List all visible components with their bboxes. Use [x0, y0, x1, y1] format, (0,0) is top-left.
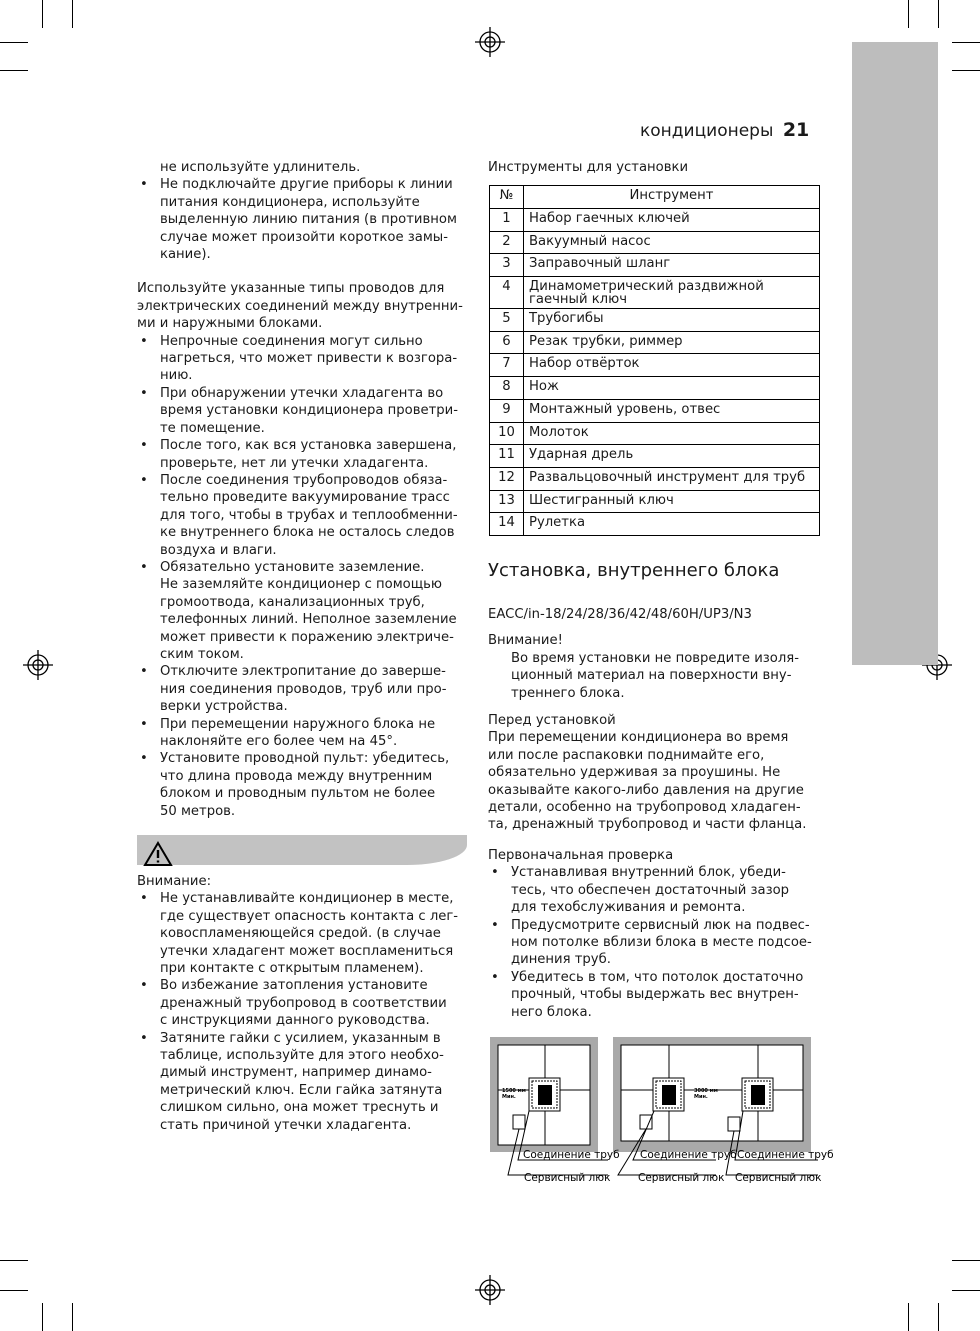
list-item: • Убедитесь в том, что потолок достаточно прочный, чтобы выдержать вес внутрен- него блока.	[488, 969, 823, 1021]
table-row	[490, 309, 820, 332]
row-number: 6	[490, 331, 524, 354]
running-header	[640, 119, 809, 141]
hatch-label: Сервисный люк	[524, 1172, 611, 1184]
table-row	[490, 513, 820, 536]
list-item: • Не устанавливайте кондиционер в месте, где существует опасность контакта с лег- ковоспламеняющейся средой. (в случае утечки хладагент может воспламениться при контакте с открытым пламенем).	[137, 890, 472, 977]
clearance-diagram	[488, 1035, 834, 1187]
list-item: • Отключите электропитание до заверше- ния соединения проводов, труб или про- верки устройства.	[137, 663, 472, 715]
tools-table	[489, 185, 820, 536]
list-item: • После соединения трубопроводов обяза- тельно проведите вакуумирование трасс для того, чтобы в трубах и теплообменни- ке внутреннего блока не осталось следов воздуха и влаги.	[137, 472, 472, 559]
list-item: • Непрочные соединения могут сильно нагреться, что может привести к возгора- нию.	[137, 333, 472, 385]
list-item: • Во избежание затопления установите дренажный трубопровод в соответствии с инструкциями данного руководства.	[137, 977, 472, 1029]
section-tab	[852, 42, 938, 665]
row-number: 2	[490, 231, 524, 254]
attention-title: Внимание!	[488, 633, 563, 649]
row-number: 1	[490, 209, 524, 232]
list-item: • При обнаружении утечки хладагента во время установки кондиционера проветри- те помещение.	[137, 385, 472, 437]
warning-triangle-icon	[143, 841, 173, 867]
before-text: При перемещении кондиционера во время или после распаковки поднимайте его, обязательно удерживая за проушины. Не оказывайте какого-либо давления на другие детали, особенно на трубопровод хладаген- та, дренажный трубопровод и части фланца.	[488, 730, 807, 833]
list-item: • Обязательно установите заземление. Не заземляйте кондиционер с помощью громоотвода, канализационных труб, телефонных линий. Неполное заземление может привести к поражению электриче- ским током.	[137, 559, 472, 663]
paragraph: не используйте удлинитель.	[160, 160, 361, 175]
list-item: • При перемещении наружного блока не наклоняйте его более чем на 45°.	[137, 716, 472, 751]
hatch-label: Сервисный люк	[638, 1172, 725, 1184]
row-number: 12	[490, 467, 524, 490]
dimension-label: 1500 мм Мин.	[502, 1088, 526, 1100]
pipe-label: Соединение труб	[640, 1149, 737, 1161]
pipe-label: Соединение труб	[737, 1149, 834, 1161]
table-row	[490, 331, 820, 354]
warning-section	[137, 873, 472, 1134]
row-number: 11	[490, 445, 524, 468]
section-heading: Установка, внутреннего блока	[488, 560, 780, 581]
row-number: 7	[490, 354, 524, 377]
row-number: 14	[490, 513, 524, 536]
table-row	[490, 490, 820, 513]
list-item: • Устанавливая внутренний блок, убеди- тесь, что обеспечен достаточный зазор для техобслуживания и ремонта.	[488, 864, 823, 916]
tool-name: Молоток	[524, 422, 820, 445]
registration-mark-icon	[475, 1275, 505, 1305]
dimension-label: 3000 мм Мин.	[694, 1088, 718, 1100]
row-number: 13	[490, 490, 524, 513]
list-item: • После того, как вся установка завершена, проверьте, нет ли утечки хладагента.	[137, 437, 472, 472]
attention-text: Во время установки не повредите изоля- ционный материал на поверхности вну- треннего блока.	[511, 650, 799, 701]
registration-mark-icon	[23, 650, 53, 680]
table-row	[490, 445, 820, 468]
row-number: 10	[490, 422, 524, 445]
tool-name: Монтажный уровень, отвес	[524, 399, 820, 422]
list-item: • Не подключайте другие приборы к линии питания кондиционера, используйте выделенную линию питания (в противном случае может произойти короткое замы- кание).	[137, 176, 472, 263]
tool-name: Динамометрический раздвижной гаечный ключ	[524, 277, 820, 309]
list-item: • Предусмотрите сервисный люк на подвес- ном потолке вблизи блока в месте подсое- динения труб.	[488, 917, 823, 969]
page-number: 21	[782, 119, 810, 141]
tool-name: Вакуумный насос	[524, 231, 820, 254]
hatch-label: Сервисный люк	[735, 1172, 822, 1184]
table-row	[490, 277, 820, 309]
tool-name: Набор отвёрток	[524, 354, 820, 377]
warning-label: Внимание:	[137, 874, 212, 889]
registration-mark-icon	[475, 27, 505, 57]
tool-name: Рулетка	[524, 513, 820, 536]
row-number: 5	[490, 309, 524, 332]
table-row	[490, 377, 820, 400]
check-title: Первоначальная проверка	[488, 847, 674, 863]
tool-name: Резак трубки, риммер	[524, 331, 820, 354]
column-header: №	[490, 186, 524, 209]
table-row	[490, 354, 820, 377]
tool-name: Заправочный шланг	[524, 254, 820, 277]
row-number: 8	[490, 377, 524, 400]
install-section	[488, 606, 823, 1021]
table-row	[490, 231, 820, 254]
warning-banner	[137, 835, 467, 865]
tool-name: Шестигранный ключ	[524, 490, 820, 513]
column-header: Инструмент	[524, 186, 820, 209]
paragraph: Используйте указанные типы проводов для электрических соединений между внутренни- ми и наружными блоками.	[137, 281, 463, 332]
table-row	[490, 209, 820, 232]
model-number: EACC/in-18/24/28/36/42/48/60H/UP3/N3	[488, 607, 752, 622]
table-row	[490, 254, 820, 277]
row-number: 4	[490, 277, 524, 309]
tool-name: Набор гаечных ключей	[524, 209, 820, 232]
tool-name: Ударная дрель	[524, 445, 820, 468]
tool-name: Трубогибы	[524, 309, 820, 332]
row-number: 3	[490, 254, 524, 277]
section-name: кондиционеры	[640, 121, 774, 141]
left-column	[137, 159, 472, 820]
pipe-label: Соединение труб	[523, 1149, 620, 1161]
list-item: • Установите проводной пульт: убедитесь, что длина провода между внутренним блоком и проводным пультом не более 50 метров.	[137, 750, 472, 820]
tools-title: Инструменты для установки	[488, 160, 689, 175]
tool-name: Развальцовочный инструмент для труб	[524, 467, 820, 490]
table-row	[490, 399, 820, 422]
before-title: Перед установкой	[488, 713, 616, 729]
table-row	[490, 422, 820, 445]
tool-name: Нож	[524, 377, 820, 400]
table-row	[490, 467, 820, 490]
list-item: • Затяните гайки с усилием, указанным в таблице, используйте для этого необхо- димый инструмент, например динамо- метрический ключ. Если гайка затянута слишком сильно, она может треснуть и стать причиной утечки хладагента.	[137, 1030, 472, 1134]
row-number: 9	[490, 399, 524, 422]
